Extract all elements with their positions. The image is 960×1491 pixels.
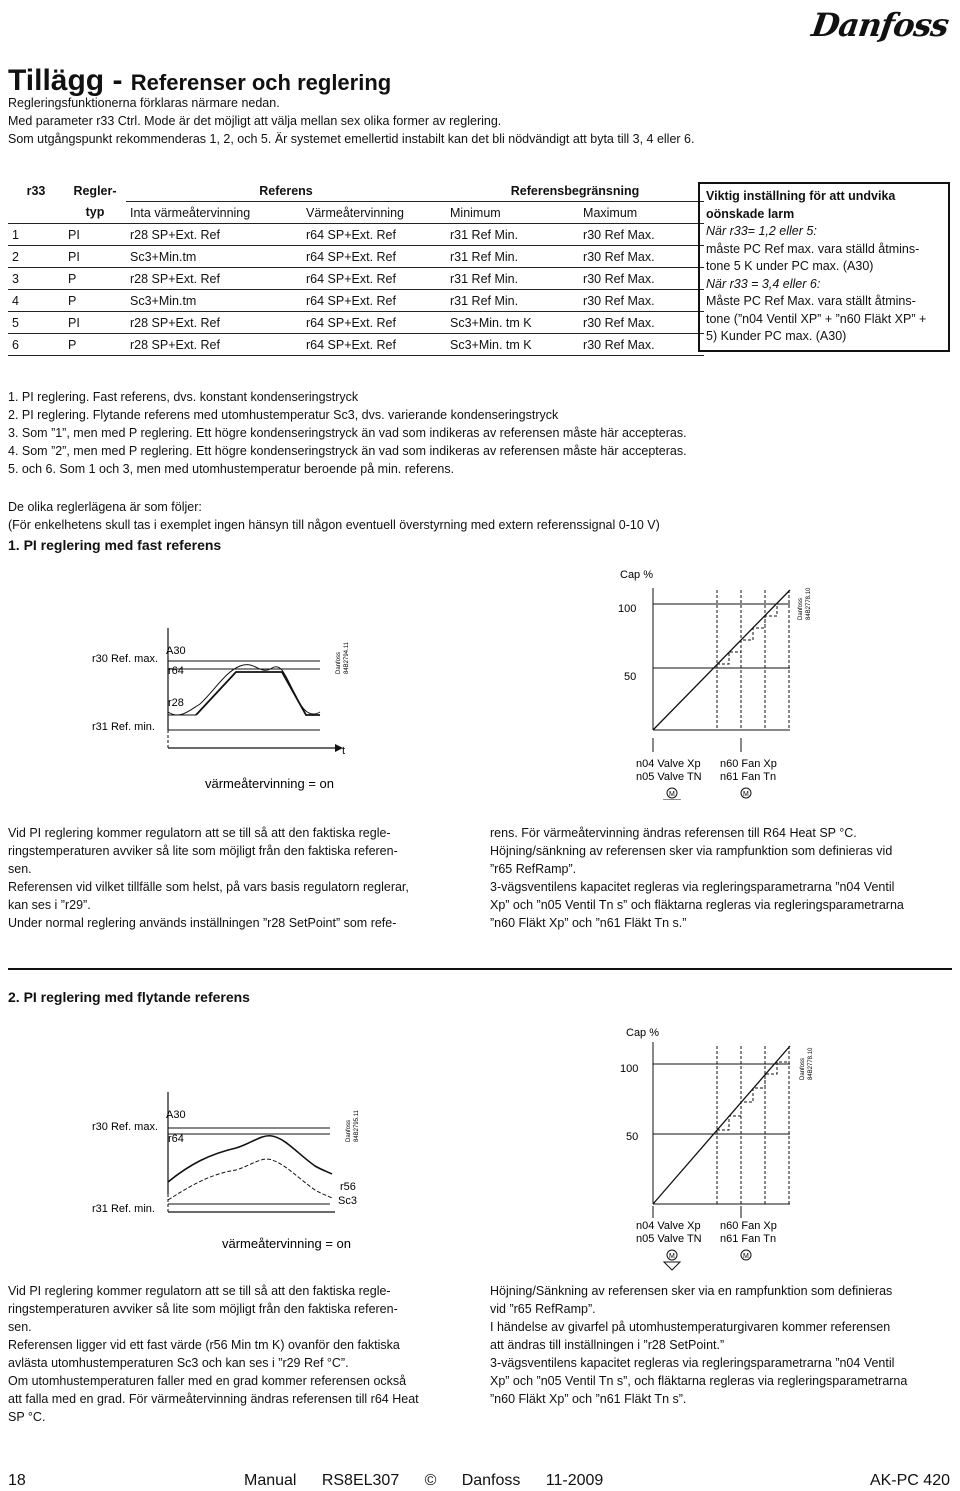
- section-divider: [8, 968, 952, 970]
- table-cell: Sc3+Min. tm K: [446, 312, 579, 334]
- col-referens: Referens: [126, 180, 446, 202]
- col-typ: typ: [64, 202, 126, 224]
- col-r33-empty: [8, 202, 64, 224]
- note: 2. PI reglering. Flytande referens med utomhustemperatur Sc3, dvs. varierande kondenseringstryck: [8, 408, 559, 422]
- label-r31: r31 Ref. min.: [92, 721, 155, 733]
- table-cell: r31 Ref Min.: [446, 224, 579, 246]
- label-r30: r30 Ref. max.: [92, 653, 159, 665]
- box-line: måste PC Ref max. vara ställd åtmins-: [706, 241, 920, 256]
- para-line: Referensen vid vilket tillfälle som helst, på vars basis regulatorn reglerar,: [8, 880, 409, 894]
- label-a30: A30: [166, 645, 186, 657]
- para-line: att ändras till inställningen i ”r28 SetPoint.”: [490, 1338, 725, 1352]
- drawing-number: 84B2778.10: [806, 587, 812, 620]
- note: 3. Som ”1”, men med P reglering. Ett högre kondenseringstryck än vad som indikeras av referensen måste här accepteras.: [8, 426, 687, 440]
- label-r31: r31 Ref. min.: [92, 1203, 155, 1215]
- section-2-diagrams: [0, 1014, 960, 1274]
- para-line: SP °C.: [8, 1410, 46, 1424]
- para-line: Xp” och ”n05 Ventil Tn s”, och fläktarna regleras via regleringsparametrarna: [490, 1374, 908, 1388]
- table-cell: P: [64, 334, 126, 356]
- table-cell: r31 Ref Min.: [446, 268, 579, 290]
- para-line: ringstemperaturen avviker så lite som möjligt från den faktiska referen-: [8, 1302, 398, 1316]
- label-n60: n60 Fan Xp: [720, 758, 777, 770]
- label-n05: n05 Valve TN: [636, 771, 702, 783]
- drawing-number: 84B2794.11: [344, 642, 350, 674]
- table-row: [8, 224, 704, 246]
- sub-inta: Inta värmeåtervinning: [126, 202, 302, 224]
- para-line: Om utomhustemperaturen faller med en grad kommer referensen också: [8, 1374, 407, 1388]
- intro-line: Som utgångspunkt rekommenderas 1, 2, och 5. Är systemet emellertid instabilt kan det bli nödvändigt att byta till 3, 4 eller 6.: [8, 132, 695, 146]
- footer-brand: Danfoss: [461, 1472, 521, 1489]
- table-cell: P: [64, 268, 126, 290]
- drawing-number: 84B2778.10: [808, 1047, 814, 1080]
- reference-table: [8, 180, 704, 356]
- label-cap: Cap %: [620, 569, 654, 581]
- sub-max: Maximum: [579, 202, 704, 224]
- table-cell: 2: [8, 246, 64, 268]
- intro-line: Med parameter r33 Ctrl. Mode är det möjligt att välja mellan sex olika former av reglering.: [8, 114, 502, 128]
- para-line: sen.: [8, 1320, 32, 1334]
- table-cell: r30 Ref Max.: [579, 268, 704, 290]
- table-cell: 5: [8, 312, 64, 334]
- table-row: [8, 290, 704, 312]
- footer-code: RS8EL307: [321, 1472, 400, 1489]
- modes-intro-line: De olika reglerlägena är som följer:: [8, 500, 202, 514]
- table-cell: Sc3+Min.tm: [126, 290, 302, 312]
- label-r64: r64: [168, 665, 184, 677]
- table-cell: r31 Ref Min.: [446, 246, 579, 268]
- section-2-text-right: [490, 1282, 952, 1408]
- box-line: 5) Kunder PC max. (A30): [706, 329, 847, 343]
- label-n61: n61 Fan Tn: [720, 1233, 777, 1245]
- para-line: I händelse av givarfel på utomhustemperaturgivaren kommer referensen: [490, 1320, 891, 1334]
- section-2-text-left: [8, 1282, 478, 1426]
- table-cell: r30 Ref Max.: [579, 312, 704, 334]
- table-cell: r30 Ref Max.: [579, 224, 704, 246]
- table-cell: PI: [64, 224, 126, 246]
- copyright-icon: ©: [424, 1472, 437, 1489]
- para-line: rens. För värmeåtervinning ändras referensen till R64 Heat SP °C.: [490, 826, 857, 840]
- danfoss-logo: Danfoss: [809, 6, 951, 44]
- para-line: Referensen ligger vid ett fast värde (r56 Min tm K) ovanför den faktiska: [8, 1338, 400, 1352]
- label-cap: Cap %: [626, 1027, 660, 1039]
- page-number: 18: [8, 1472, 26, 1489]
- intro-line: Regleringsfunktionerna förklaras närmare nedan.: [8, 96, 280, 110]
- para-line: ”n60 Fläkt Xp” och ”n61 Fläkt Tn s.”: [490, 916, 687, 930]
- drawing-number: 84B2795.11: [354, 1110, 360, 1142]
- table-cell: PI: [64, 246, 126, 268]
- modes-intro-line: (För enkelhetens skull tas i exemplet ingen hänsyn till någon eventuell överstyrning med extern referenssignal 0-10 V): [8, 518, 660, 532]
- table-cell: r30 Ref Max.: [579, 246, 704, 268]
- table-cell: 3: [8, 268, 64, 290]
- drawing-brand: Danfoss: [336, 651, 342, 674]
- para-line: kan ses i ”r29”.: [8, 898, 91, 912]
- label-n60: n60 Fan Xp: [720, 1220, 777, 1232]
- label-t: t: [342, 745, 346, 757]
- table-cell: r28 SP+Ext. Ref: [126, 268, 302, 290]
- label-n61: n61 Fan Tn: [720, 771, 777, 783]
- table-cell: r28 SP+Ext. Ref: [126, 334, 302, 356]
- col-begransning: Referensbegränsning: [446, 180, 704, 202]
- para-line: Vid PI reglering kommer regulatorn att se till så att den faktiska regle-: [8, 1284, 391, 1298]
- label-sc3: Sc3: [338, 1195, 357, 1207]
- box-line: Måste PC Ref Max. vara ställt åtmins-: [706, 294, 916, 308]
- table-cell: P: [64, 290, 126, 312]
- table-cell: PI: [64, 312, 126, 334]
- label-r28: r28: [168, 697, 184, 709]
- table-cell: r64 SP+Ext. Ref: [302, 224, 446, 246]
- table-row: [8, 246, 704, 268]
- para-line: Höjning/Sänkning av referensen sker via en rampfunktion som definieras: [490, 1284, 893, 1298]
- label-n05: n05 Valve TN: [636, 1233, 702, 1245]
- table-cell: 1: [8, 224, 64, 246]
- section-2-heading: 2. PI reglering med flytande referens: [8, 989, 250, 1005]
- col-regler: Regler-: [73, 183, 117, 198]
- label-r64: r64: [168, 1133, 184, 1145]
- box-line: tone (”n04 Ventil XP” + ”n60 Fläkt XP” +: [706, 311, 927, 326]
- ref-curve-diagram-1: [92, 628, 350, 791]
- table-cell: 6: [8, 334, 64, 356]
- para-line: Xp” och ”n05 Ventil Tn s” och fläktarna regleras via regleringsparametrarna: [490, 898, 904, 912]
- table-cell: Sc3+Min.tm: [126, 246, 302, 268]
- caption: värmeåtervinning = on: [205, 776, 334, 791]
- para-line: vid ”r65 RefRamp”.: [490, 1302, 596, 1316]
- footer-doc: [244, 1472, 603, 1490]
- col-r33: r33: [26, 183, 46, 198]
- label-n04: n04 Valve Xp: [636, 758, 701, 770]
- note: 4. Som ”2”, men med P reglering. Ett högre kondenseringstryck än vad som indikeras av referensen måste här accepteras.: [8, 444, 687, 458]
- label-n04: n04 Valve Xp: [636, 1220, 701, 1232]
- table-cell: r31 Ref Min.: [446, 290, 579, 312]
- footer-manual: Manual: [244, 1472, 297, 1489]
- table-cell: r28 SP+Ext. Ref: [126, 312, 302, 334]
- sub-min: Minimum: [446, 202, 579, 224]
- note: 5. och 6. Som 1 och 3, men med utomhustemperatur beroende på min. referens.: [8, 462, 455, 476]
- table-row: [8, 268, 704, 290]
- motor-label: M: [669, 1253, 675, 1260]
- table-cell: r30 Ref Max.: [579, 334, 704, 356]
- warning-box: [698, 182, 950, 352]
- intro: [8, 94, 948, 148]
- page-title: [8, 64, 391, 98]
- table-row: [8, 312, 704, 334]
- caption: värmeåtervinning = on: [222, 1236, 351, 1251]
- para-line: ”r65 RefRamp”.: [490, 862, 577, 876]
- table-row: [8, 334, 704, 356]
- capacity-diagram-2: [620, 1027, 814, 1270]
- section-1-text-right: [490, 824, 952, 932]
- table-cell: r30 Ref Max.: [579, 290, 704, 312]
- table-cell: Sc3+Min. tm K: [446, 334, 579, 356]
- fan-motor-label: M: [743, 791, 749, 798]
- table-cell: r64 SP+Ext. Ref: [302, 312, 446, 334]
- box-line: När r33= 1,2 eller 5:: [706, 224, 817, 238]
- valve-icon: [664, 1262, 680, 1270]
- table-cell: r64 SP+Ext. Ref: [302, 268, 446, 290]
- box-title: Viktig inställning för att undvika: [706, 189, 896, 203]
- label-50: 50: [624, 671, 637, 683]
- table-cell: r64 SP+Ext. Ref: [302, 290, 446, 312]
- sub-varme: Värmeåtervinning: [302, 202, 446, 224]
- para-line: ”n60 Fläkt Xp” och ”n61 Fläkt Tn s”.: [490, 1392, 687, 1406]
- mode-notes: [8, 388, 948, 478]
- para-line: Höjning/sänkning av referensen sker via rampfunktion som definieras vid: [490, 844, 893, 858]
- drawing-brand: Danfoss: [798, 597, 804, 620]
- title-sub: Referenser och reglering: [130, 70, 392, 95]
- label-100: 100: [620, 1063, 639, 1075]
- para-line: Under normal reglering används inställningen ”r28 SetPoint” som refe-: [8, 916, 397, 930]
- modes-intro: [8, 498, 948, 534]
- fan-motor-label: M: [743, 1253, 749, 1260]
- section-1-diagrams: [0, 560, 960, 800]
- table-cell: r64 SP+Ext. Ref: [302, 246, 446, 268]
- box-line: När r33 = 3,4 eller 6:: [706, 276, 821, 291]
- label-r56: r56: [340, 1181, 356, 1193]
- para-line: 3-vägsventilens kapacitet regleras via regleringsparametrarna ”n04 Ventil: [490, 880, 895, 894]
- table-cell: 4: [8, 290, 64, 312]
- para-line: Vid PI reglering kommer regulatorn att se till så att den faktiska regle-: [8, 826, 391, 840]
- para-line: 3-vägsventilens kapacitet regleras via regleringsparametrarna ”n04 Ventil: [490, 1356, 895, 1370]
- ref-curve-diagram-2: [92, 1092, 360, 1251]
- title-main: Tillägg -: [8, 64, 131, 97]
- footer-product: AK-PC 420: [869, 1472, 950, 1489]
- label-r30: r30 Ref. max.: [92, 1121, 159, 1133]
- para-line: att falla med en grad. För värmeåtervinning ändras referensen till r64 Heat: [8, 1392, 419, 1406]
- drawing-brand: Danfoss: [346, 1119, 352, 1142]
- drawing-brand: Danfoss: [800, 1057, 806, 1080]
- label-50: 50: [626, 1131, 639, 1143]
- motor-label: M: [669, 791, 675, 798]
- footer-date: 11-2009: [545, 1472, 604, 1489]
- box-line: tone 5 K under PC max. (A30): [706, 259, 874, 273]
- para-line: avlästa utomhustemperaturen Sc3 och kan ses i ”r29 Ref °C”.: [8, 1356, 349, 1370]
- note: 1. PI reglering. Fast referens, dvs. konstant kondenseringstryck: [8, 390, 359, 404]
- label-a30: A30: [166, 1109, 186, 1121]
- para-line: sen.: [8, 862, 32, 876]
- table-cell: r28 SP+Ext. Ref: [126, 224, 302, 246]
- label-100: 100: [618, 603, 637, 615]
- para-line: ringstemperaturen avviker så lite som möjligt från den faktiska referen-: [8, 844, 398, 858]
- section-1-heading: 1. PI reglering med fast referens: [8, 537, 222, 553]
- box-title: oönskade larm: [706, 206, 795, 221]
- section-1-text-left: [8, 824, 470, 932]
- capacity-diagram-1: [618, 569, 812, 800]
- table-cell: r64 SP+Ext. Ref: [302, 334, 446, 356]
